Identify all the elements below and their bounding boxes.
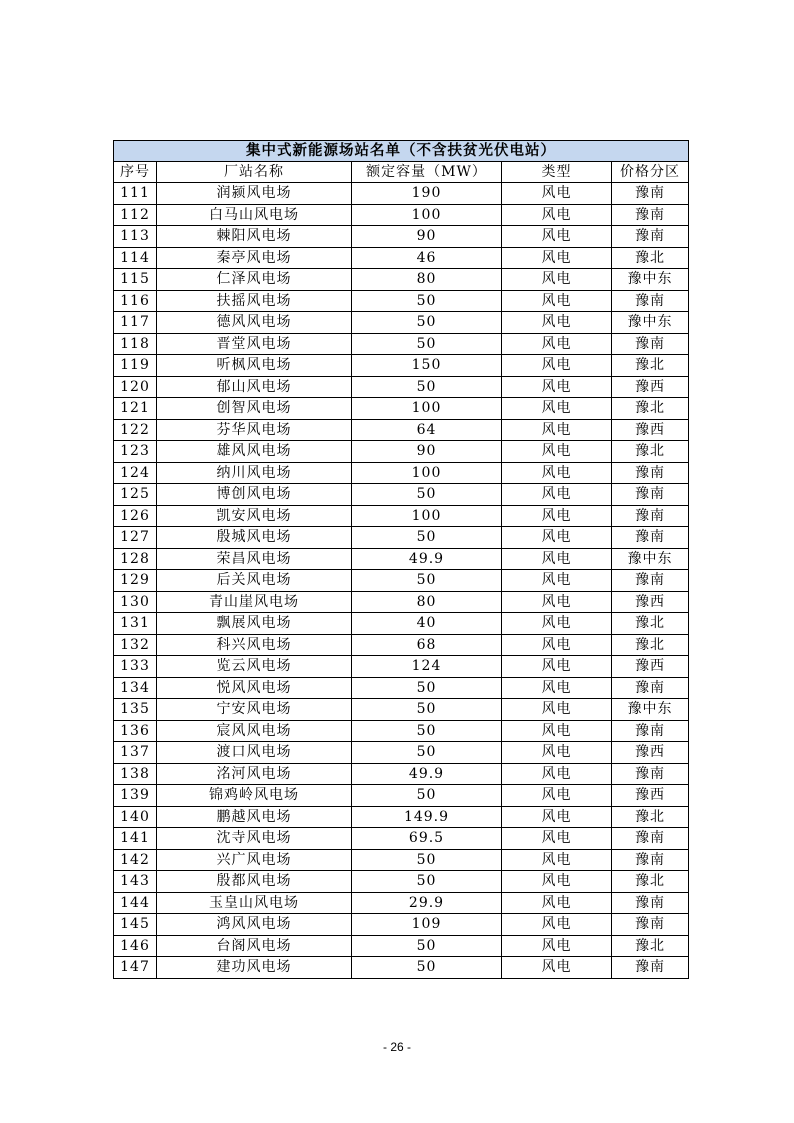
price-zone-cell: 豫中东 — [612, 269, 689, 291]
station-name-cell: 凯安风电场 — [157, 505, 352, 527]
type-cell: 风电 — [502, 785, 612, 807]
rated-capacity-cell: 40 — [352, 613, 502, 635]
price-zone-cell: 豫北 — [612, 398, 689, 420]
station-name-cell: 科兴风电场 — [157, 634, 352, 656]
rated-capacity-cell: 190 — [352, 183, 502, 205]
type-cell: 风电 — [502, 763, 612, 785]
serial-number-cell: 115 — [114, 269, 157, 291]
rated-capacity-cell: 149.9 — [352, 806, 502, 828]
table-row — [114, 806, 689, 828]
station-name-cell: 建功风电场 — [157, 957, 352, 979]
rated-capacity-cell: 100 — [352, 398, 502, 420]
serial-number-cell: 139 — [114, 785, 157, 807]
type-cell: 风电 — [502, 505, 612, 527]
station-name-cell: 听枫风电场 — [157, 355, 352, 377]
rated-capacity-cell: 50 — [352, 935, 502, 957]
station-list-table — [113, 140, 689, 979]
station-name-cell: 渡口风电场 — [157, 742, 352, 764]
price-zone-cell: 豫南 — [612, 484, 689, 506]
type-cell: 风电 — [502, 720, 612, 742]
table-row — [114, 355, 689, 377]
type-cell: 风电 — [502, 269, 612, 291]
rated-capacity-cell: 49.9 — [352, 763, 502, 785]
table-row — [114, 849, 689, 871]
serial-number-cell: 145 — [114, 914, 157, 936]
type-cell: 风电 — [502, 742, 612, 764]
type-cell: 风电 — [502, 548, 612, 570]
station-name-cell: 兴广风电场 — [157, 849, 352, 871]
table-row — [114, 183, 689, 205]
serial-number-cell: 124 — [114, 462, 157, 484]
price-zone-cell: 豫北 — [612, 247, 689, 269]
table-row — [114, 591, 689, 613]
rated-capacity-cell: 80 — [352, 591, 502, 613]
type-cell: 风电 — [502, 613, 612, 635]
station-name-cell: 台阁风电场 — [157, 935, 352, 957]
price-zone-cell: 豫北 — [612, 613, 689, 635]
rated-capacity-cell: 50 — [352, 677, 502, 699]
price-zone-cell: 豫南 — [612, 527, 689, 549]
price-zone-cell: 豫南 — [612, 204, 689, 226]
serial-number-cell: 146 — [114, 935, 157, 957]
station-name-cell: 沈寺风电场 — [157, 828, 352, 850]
price-zone-cell: 豫中东 — [612, 312, 689, 334]
type-cell: 风电 — [502, 247, 612, 269]
type-cell: 风电 — [502, 204, 612, 226]
serial-number-cell: 134 — [114, 677, 157, 699]
station-name-cell: 鸿风风电场 — [157, 914, 352, 936]
station-name-cell: 白马山风电场 — [157, 204, 352, 226]
table-row — [114, 785, 689, 807]
table-row — [114, 398, 689, 420]
price-zone-cell: 豫南 — [612, 849, 689, 871]
price-zone-cell: 豫中东 — [612, 699, 689, 721]
price-zone-cell: 豫南 — [612, 828, 689, 850]
type-cell: 风电 — [502, 935, 612, 957]
rated-capacity-cell: 100 — [352, 204, 502, 226]
table-row — [114, 290, 689, 312]
serial-number-cell: 112 — [114, 204, 157, 226]
price-zone-cell: 豫南 — [612, 333, 689, 355]
rated-capacity-cell: 150 — [352, 355, 502, 377]
price-zone-cell: 豫西 — [612, 376, 689, 398]
rated-capacity-cell: 109 — [352, 914, 502, 936]
table-body — [114, 183, 689, 979]
table-row — [114, 935, 689, 957]
serial-number-cell: 135 — [114, 699, 157, 721]
rated-capacity-cell: 50 — [352, 570, 502, 592]
station-name-cell: 创智风电场 — [157, 398, 352, 420]
station-name-cell: 锦鸡岭风电场 — [157, 785, 352, 807]
type-cell: 风电 — [502, 398, 612, 420]
rated-capacity-cell: 50 — [352, 871, 502, 893]
rated-capacity-cell: 64 — [352, 419, 502, 441]
rated-capacity-cell: 50 — [352, 290, 502, 312]
price-zone-cell: 豫北 — [612, 634, 689, 656]
station-name-cell: 殷城风电场 — [157, 527, 352, 549]
page-number: - 26 - — [382, 1040, 411, 1054]
price-zone-cell: 豫南 — [612, 763, 689, 785]
serial-number-cell: 142 — [114, 849, 157, 871]
table-row — [114, 247, 689, 269]
station-name-cell: 润颍风电场 — [157, 183, 352, 205]
station-name-cell: 后关风电场 — [157, 570, 352, 592]
table-row — [114, 548, 689, 570]
type-cell: 风电 — [502, 957, 612, 979]
serial-number-cell: 129 — [114, 570, 157, 592]
rated-capacity-cell: 80 — [352, 269, 502, 291]
serial-number-cell: 126 — [114, 505, 157, 527]
header-serial-number: 序号 — [114, 162, 157, 183]
serial-number-cell: 140 — [114, 806, 157, 828]
type-cell: 风电 — [502, 441, 612, 463]
station-name-cell: 鹏越风电场 — [157, 806, 352, 828]
station-name-cell: 荣昌风电场 — [157, 548, 352, 570]
station-name-cell: 殷都风电场 — [157, 871, 352, 893]
type-cell: 风电 — [502, 914, 612, 936]
price-zone-cell: 豫北 — [612, 441, 689, 463]
price-zone-cell: 豫南 — [612, 892, 689, 914]
serial-number-cell: 114 — [114, 247, 157, 269]
serial-number-cell: 116 — [114, 290, 157, 312]
rated-capacity-cell: 29.9 — [352, 892, 502, 914]
rated-capacity-cell: 100 — [352, 505, 502, 527]
price-zone-cell: 豫西 — [612, 656, 689, 678]
station-name-cell: 仁泽风电场 — [157, 269, 352, 291]
table-row — [114, 505, 689, 527]
station-name-cell: 晋堂风电场 — [157, 333, 352, 355]
type-cell: 风电 — [502, 849, 612, 871]
price-zone-cell: 豫西 — [612, 419, 689, 441]
serial-number-cell: 122 — [114, 419, 157, 441]
table-row — [114, 269, 689, 291]
price-zone-cell: 豫南 — [612, 183, 689, 205]
type-cell: 风电 — [502, 656, 612, 678]
price-zone-cell: 豫南 — [612, 570, 689, 592]
station-name-cell: 宸风风电场 — [157, 720, 352, 742]
serial-number-cell: 117 — [114, 312, 157, 334]
header-type: 类型 — [502, 162, 612, 183]
price-zone-cell: 豫北 — [612, 935, 689, 957]
type-cell: 风电 — [502, 699, 612, 721]
serial-number-cell: 123 — [114, 441, 157, 463]
header-station-name: 厂站名称 — [157, 162, 352, 183]
table-row — [114, 699, 689, 721]
table-row — [114, 871, 689, 893]
station-name-cell: 悦风风电场 — [157, 677, 352, 699]
type-cell: 风电 — [502, 570, 612, 592]
serial-number-cell: 111 — [114, 183, 157, 205]
station-name-cell: 飘展风电场 — [157, 613, 352, 635]
price-zone-cell: 豫北 — [612, 871, 689, 893]
serial-number-cell: 144 — [114, 892, 157, 914]
serial-number-cell: 118 — [114, 333, 157, 355]
serial-number-cell: 130 — [114, 591, 157, 613]
rated-capacity-cell: 50 — [352, 742, 502, 764]
station-name-cell: 郁山风电场 — [157, 376, 352, 398]
price-zone-cell: 豫北 — [612, 355, 689, 377]
serial-number-cell: 133 — [114, 656, 157, 678]
serial-number-cell: 127 — [114, 527, 157, 549]
table-row — [114, 570, 689, 592]
table-header-row — [114, 162, 689, 183]
header-rated-capacity: 额定容量（MW） — [352, 162, 502, 183]
station-name-cell: 玉皇山风电场 — [157, 892, 352, 914]
table-row — [114, 204, 689, 226]
station-name-cell: 秦亭风电场 — [157, 247, 352, 269]
table-row — [114, 333, 689, 355]
rated-capacity-cell: 50 — [352, 333, 502, 355]
station-name-cell: 棘阳风电场 — [157, 226, 352, 248]
rated-capacity-cell: 50 — [352, 849, 502, 871]
table-row — [114, 957, 689, 979]
price-zone-cell: 豫南 — [612, 914, 689, 936]
table-row — [114, 527, 689, 549]
serial-number-cell: 125 — [114, 484, 157, 506]
type-cell: 风电 — [502, 333, 612, 355]
station-name-cell: 德风风电场 — [157, 312, 352, 334]
table-row — [114, 892, 689, 914]
table-row — [114, 419, 689, 441]
rated-capacity-cell: 50 — [352, 484, 502, 506]
type-cell: 风电 — [502, 290, 612, 312]
serial-number-cell: 136 — [114, 720, 157, 742]
table-row — [114, 677, 689, 699]
station-name-cell: 宁安风电场 — [157, 699, 352, 721]
serial-number-cell: 120 — [114, 376, 157, 398]
station-name-cell: 洺河风电场 — [157, 763, 352, 785]
table-row — [114, 720, 689, 742]
rated-capacity-cell: 90 — [352, 441, 502, 463]
station-name-cell: 青山崖风电场 — [157, 591, 352, 613]
table-row — [114, 914, 689, 936]
rated-capacity-cell: 50 — [352, 376, 502, 398]
serial-number-cell: 141 — [114, 828, 157, 850]
table-row — [114, 441, 689, 463]
rated-capacity-cell: 46 — [352, 247, 502, 269]
price-zone-cell: 豫西 — [612, 591, 689, 613]
serial-number-cell: 143 — [114, 871, 157, 893]
price-zone-cell: 豫西 — [612, 785, 689, 807]
type-cell: 风电 — [502, 871, 612, 893]
table-row — [114, 613, 689, 635]
rated-capacity-cell: 90 — [352, 226, 502, 248]
price-zone-cell: 豫北 — [612, 806, 689, 828]
table-row — [114, 828, 689, 850]
station-name-cell: 雄风风电场 — [157, 441, 352, 463]
serial-number-cell: 137 — [114, 742, 157, 764]
station-name-cell: 纳川风电场 — [157, 462, 352, 484]
serial-number-cell: 131 — [114, 613, 157, 635]
serial-number-cell: 121 — [114, 398, 157, 420]
station-name-cell: 扶摇风电场 — [157, 290, 352, 312]
serial-number-cell: 132 — [114, 634, 157, 656]
type-cell: 风电 — [502, 677, 612, 699]
price-zone-cell: 豫南 — [612, 226, 689, 248]
price-zone-cell: 豫西 — [612, 742, 689, 764]
table-title: 集中式新能源场站名单（不含扶贫光伏电站） — [114, 141, 689, 162]
type-cell: 风电 — [502, 634, 612, 656]
table-row — [114, 462, 689, 484]
type-cell: 风电 — [502, 355, 612, 377]
table-row — [114, 742, 689, 764]
price-zone-cell: 豫南 — [612, 957, 689, 979]
type-cell: 风电 — [502, 183, 612, 205]
type-cell: 风电 — [502, 376, 612, 398]
rated-capacity-cell: 69.5 — [352, 828, 502, 850]
rated-capacity-cell: 49.9 — [352, 548, 502, 570]
serial-number-cell: 128 — [114, 548, 157, 570]
table-row — [114, 376, 689, 398]
serial-number-cell: 147 — [114, 957, 157, 979]
table-row — [114, 763, 689, 785]
station-name-cell: 芬华风电场 — [157, 419, 352, 441]
table-row — [114, 484, 689, 506]
rated-capacity-cell: 124 — [352, 656, 502, 678]
table-title-row — [114, 141, 689, 162]
serial-number-cell: 138 — [114, 763, 157, 785]
price-zone-cell: 豫南 — [612, 505, 689, 527]
type-cell: 风电 — [502, 806, 612, 828]
price-zone-cell: 豫南 — [612, 677, 689, 699]
station-name-cell: 览云风电场 — [157, 656, 352, 678]
rated-capacity-cell: 100 — [352, 462, 502, 484]
price-zone-cell: 豫南 — [612, 462, 689, 484]
type-cell: 风电 — [502, 419, 612, 441]
type-cell: 风电 — [502, 828, 612, 850]
type-cell: 风电 — [502, 226, 612, 248]
header-price-zone: 价格分区 — [612, 162, 689, 183]
price-zone-cell: 豫中东 — [612, 548, 689, 570]
serial-number-cell: 113 — [114, 226, 157, 248]
type-cell: 风电 — [502, 484, 612, 506]
type-cell: 风电 — [502, 462, 612, 484]
rated-capacity-cell: 50 — [352, 785, 502, 807]
type-cell: 风电 — [502, 312, 612, 334]
table-row — [114, 312, 689, 334]
table-row — [114, 634, 689, 656]
type-cell: 风电 — [502, 591, 612, 613]
station-name-cell: 博创风电场 — [157, 484, 352, 506]
rated-capacity-cell: 50 — [352, 527, 502, 549]
type-cell: 风电 — [502, 527, 612, 549]
rated-capacity-cell: 68 — [352, 634, 502, 656]
table-row — [114, 656, 689, 678]
rated-capacity-cell: 50 — [352, 720, 502, 742]
rated-capacity-cell: 50 — [352, 957, 502, 979]
table-row — [114, 226, 689, 248]
rated-capacity-cell: 50 — [352, 312, 502, 334]
rated-capacity-cell: 50 — [352, 699, 502, 721]
price-zone-cell: 豫南 — [612, 720, 689, 742]
serial-number-cell: 119 — [114, 355, 157, 377]
type-cell: 风电 — [502, 892, 612, 914]
price-zone-cell: 豫南 — [612, 290, 689, 312]
